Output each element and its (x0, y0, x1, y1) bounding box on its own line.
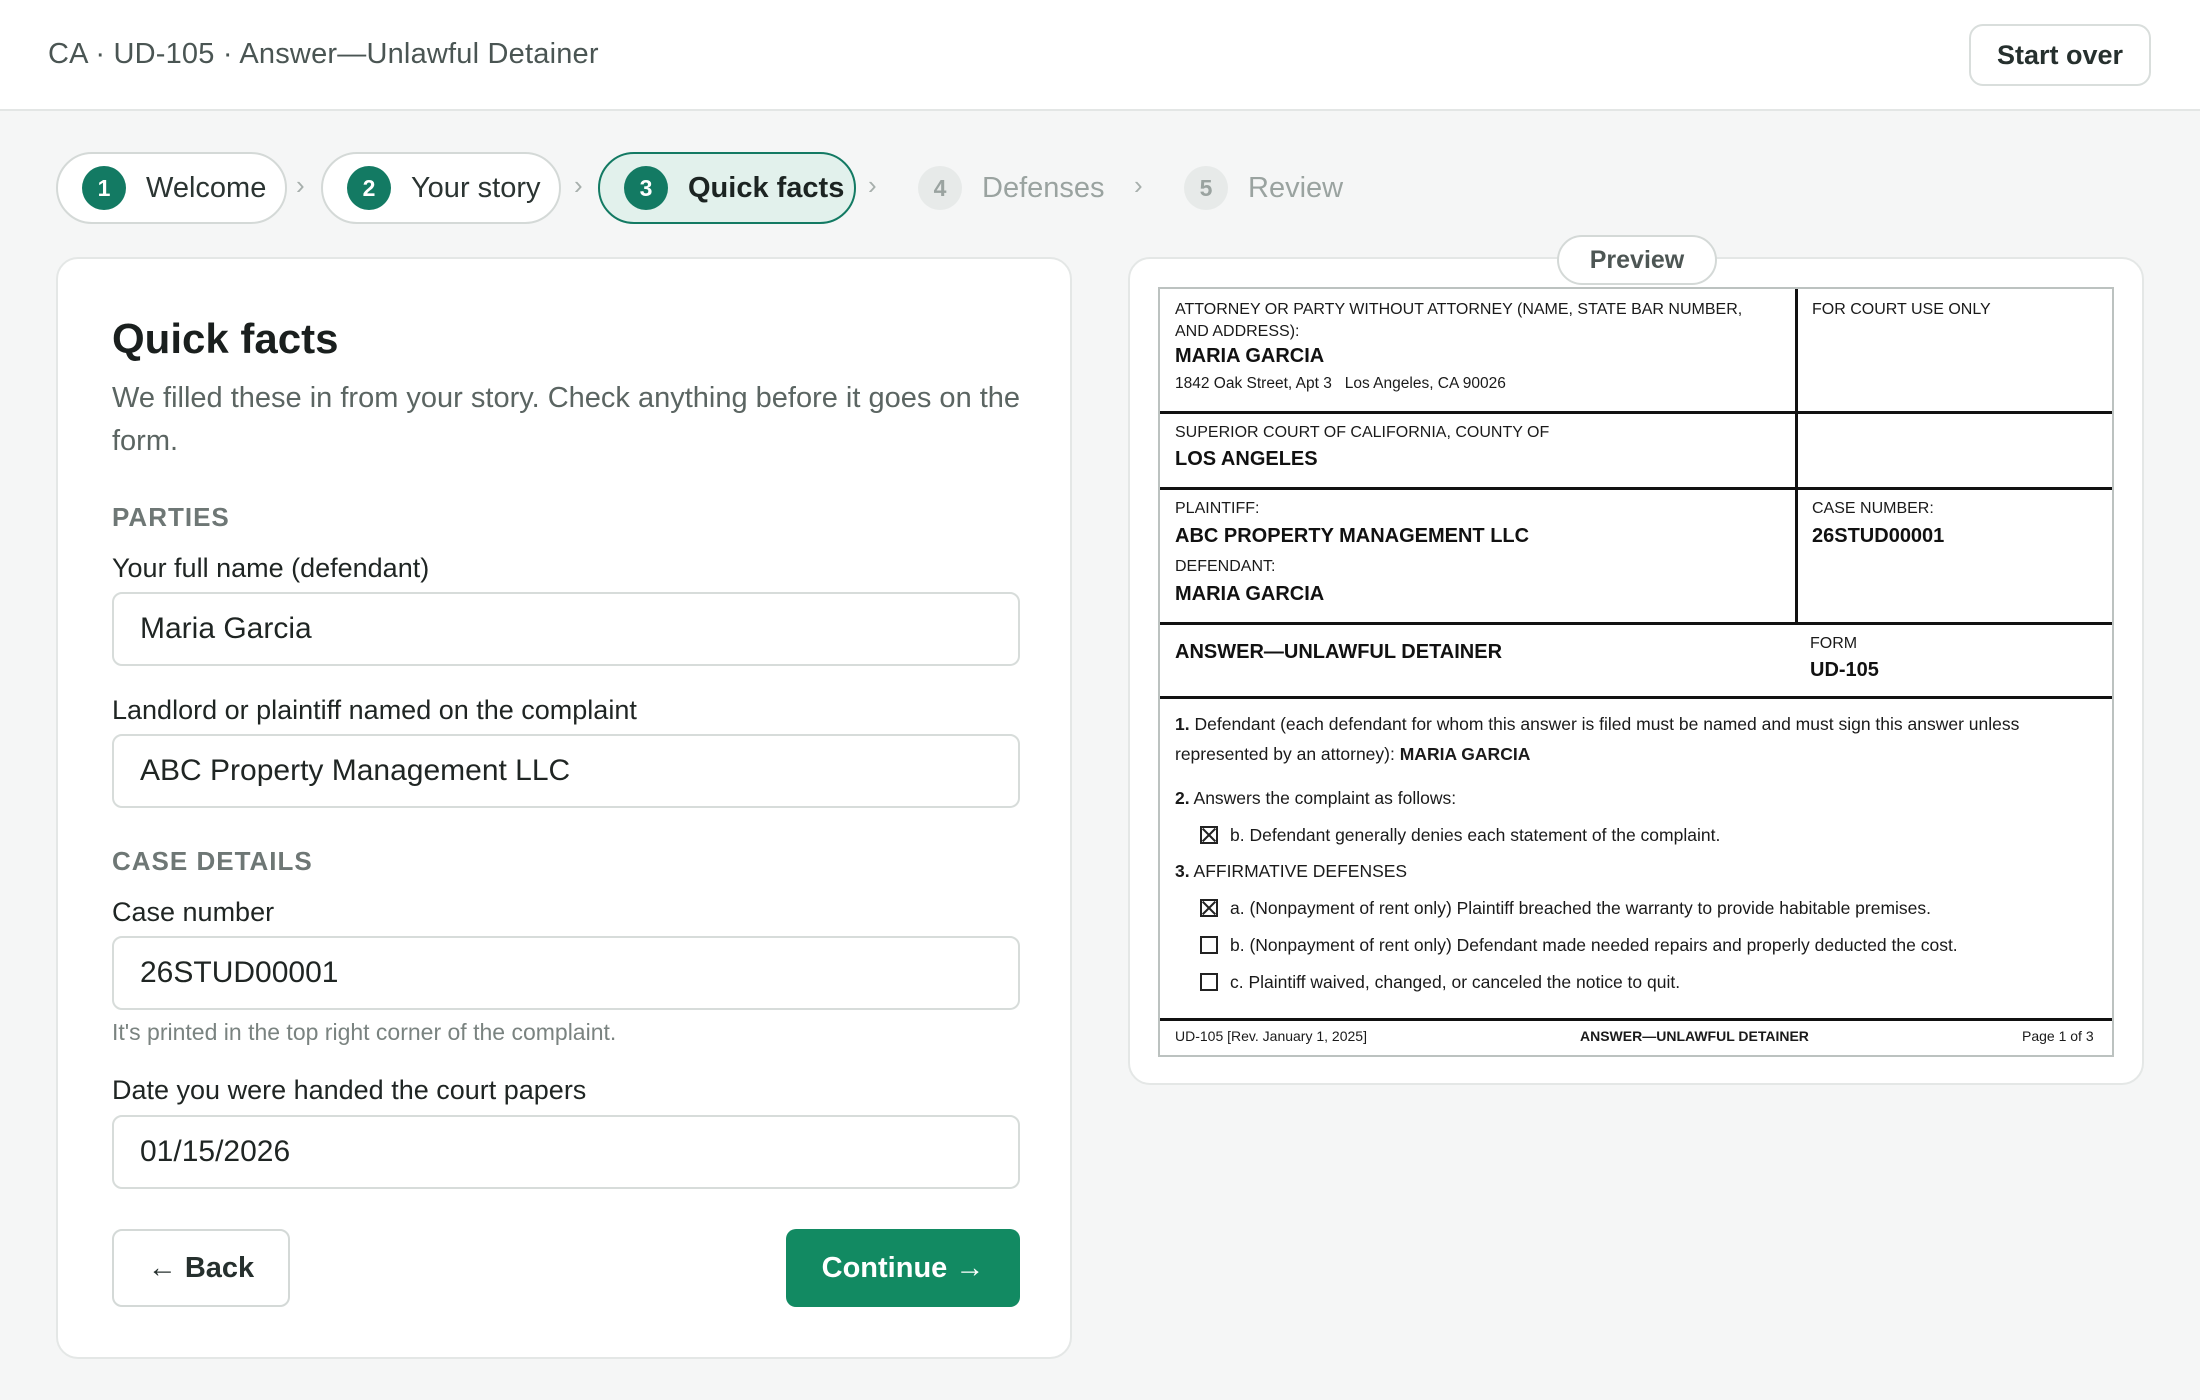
item-number: 3. (1175, 861, 1190, 881)
section-heading-case-details: CASE DETAILS (112, 846, 313, 876)
item-2-text: Answers the complaint as follows: (1193, 788, 1457, 808)
court-use-caption: FOR COURT USE ONLY (1812, 301, 1991, 318)
quick-facts-card (56, 257, 1072, 1359)
step-number: 4 (918, 166, 962, 210)
chevron-right-icon: › (1134, 170, 1143, 200)
form-divider (1160, 622, 2112, 625)
form-caption: FORM (1810, 635, 1858, 652)
case-number-caption: CASE NUMBER: (1812, 500, 1934, 517)
step-number: 3 (624, 166, 668, 210)
item-3b (1200, 930, 1958, 960)
start-over-button[interactable]: Start over (1969, 24, 2151, 86)
item-3 (1175, 856, 1407, 886)
step-label: Defenses (982, 171, 1105, 204)
chevron-right-icon: › (868, 170, 877, 200)
item-3-text: AFFIRMATIVE DEFENSES (1193, 861, 1408, 881)
item-1-name: MARIA GARCIA (1399, 744, 1531, 764)
item-2b-text: b. Defendant generally denies each statement of the complaint. (1230, 825, 1721, 845)
form-divider (1795, 289, 1798, 625)
checked-box-icon (1200, 899, 1218, 917)
item-1-text: Defendant (each defendant for whom this answer is filed must be named and must sign this answer unless represented by an attorney): (1175, 714, 2020, 764)
step-label: Welcome (146, 171, 267, 204)
plaintiff-name-input[interactable] (112, 734, 1020, 808)
preview-label: Preview (1557, 235, 1717, 285)
step-label: Quick facts (688, 171, 845, 204)
defendant-name-input[interactable] (112, 592, 1020, 666)
attorney-caption: ATTORNEY OR PARTY WITHOUT ATTORNEY (NAME, STATE BAR NUMBER, AND ADDRESS): (1175, 301, 1743, 340)
continue-button[interactable]: Continue → (786, 1229, 1020, 1307)
case-number-input[interactable] (112, 936, 1020, 1010)
step-review (1184, 152, 1374, 224)
form-footer-left: UD-105 [Rev. January 1, 2025] (1175, 1028, 1367, 1044)
served-date-input[interactable] (112, 1115, 1020, 1189)
ud105-form-preview (1158, 287, 2114, 1057)
unchecked-box-icon (1200, 973, 1218, 991)
item-2 (1175, 783, 1456, 813)
unchecked-box-icon (1200, 936, 1218, 954)
chevron-right-icon: › (574, 170, 583, 200)
county-name: LOS ANGELES (1175, 448, 1318, 470)
step-label: Your story (411, 171, 541, 204)
item-3a (1200, 893, 1931, 923)
plaintiff-caption: PLAINTIFF: (1175, 500, 1260, 517)
step-number: 1 (82, 166, 126, 210)
case-number: 26STUD00001 (1812, 525, 1945, 547)
page-title: Quick facts (112, 315, 339, 362)
item-3c (1200, 967, 1680, 997)
form-footer-center: ANSWER—UNLAWFUL DETAINER (1580, 1028, 1809, 1044)
defendant-caption: DEFENDANT: (1175, 558, 1276, 575)
item-number: 1. (1175, 714, 1190, 734)
defendant-name-label: Your full name (defendant) (112, 553, 430, 583)
step-your-story[interactable] (321, 152, 561, 224)
form-preview-card (1128, 246, 2144, 1085)
form-footer-right: Page 1 of 3 (2022, 1028, 2094, 1044)
item-1 (1175, 709, 2100, 769)
form-divider (1160, 411, 2112, 414)
step-quick-facts[interactable] (598, 152, 856, 224)
plaintiff-name: ABC PROPERTY MANAGEMENT LLC (1175, 525, 1530, 547)
item-3b-text: b. (Nonpayment of rent only) Defendant made needed repairs and properly deducted the cost. (1230, 935, 1958, 955)
case-number-label: Case number (112, 897, 275, 927)
step-welcome[interactable] (56, 152, 287, 224)
form-title: ANSWER—UNLAWFUL DETAINER (1175, 641, 1503, 663)
step-label: Review (1248, 171, 1344, 204)
page-description: We filled these in from your story. Check anything before it goes on the form. (112, 382, 1021, 457)
form-id: UD-105 (1810, 659, 1879, 681)
app-title: CA · UD-105 · Answer—Unlawful Detainer (48, 38, 599, 70)
item-3a-text: a. (Nonpayment of rent only) Plaintiff breached the warranty to provide habitable premises. (1230, 898, 1932, 918)
step-defenses (918, 152, 1128, 224)
top-bar (0, 0, 2200, 111)
case-number-hint: It's printed in the top right corner of the complaint. (112, 1019, 617, 1045)
party-address: 1842 Oak Street, Apt 3 Los Angeles, CA 90026 (1175, 375, 1506, 392)
plaintiff-name-label: Landlord or plaintiff named on the complaint (112, 695, 637, 725)
form-divider (1160, 487, 2112, 490)
section-heading-parties: PARTIES (112, 502, 230, 532)
item-3c-text: c. Plaintiff waived, changed, or canceled the notice to quit. (1230, 972, 1681, 992)
party-name: MARIA GARCIA (1175, 345, 1325, 367)
form-divider (1160, 696, 2112, 699)
step-number: 5 (1184, 166, 1228, 210)
item-number: 2. (1175, 788, 1190, 808)
item-2b (1200, 820, 1720, 850)
form-divider (1160, 1018, 2112, 1021)
defendant-name: MARIA GARCIA (1175, 583, 1325, 605)
served-date-label: Date you were handed the court papers (112, 1075, 587, 1105)
back-button[interactable]: ← Back (112, 1229, 290, 1307)
checked-box-icon (1200, 826, 1218, 844)
court-caption: SUPERIOR COURT OF CALIFORNIA, COUNTY OF (1175, 424, 1550, 441)
chevron-right-icon: › (296, 170, 305, 200)
step-number: 2 (347, 166, 391, 210)
